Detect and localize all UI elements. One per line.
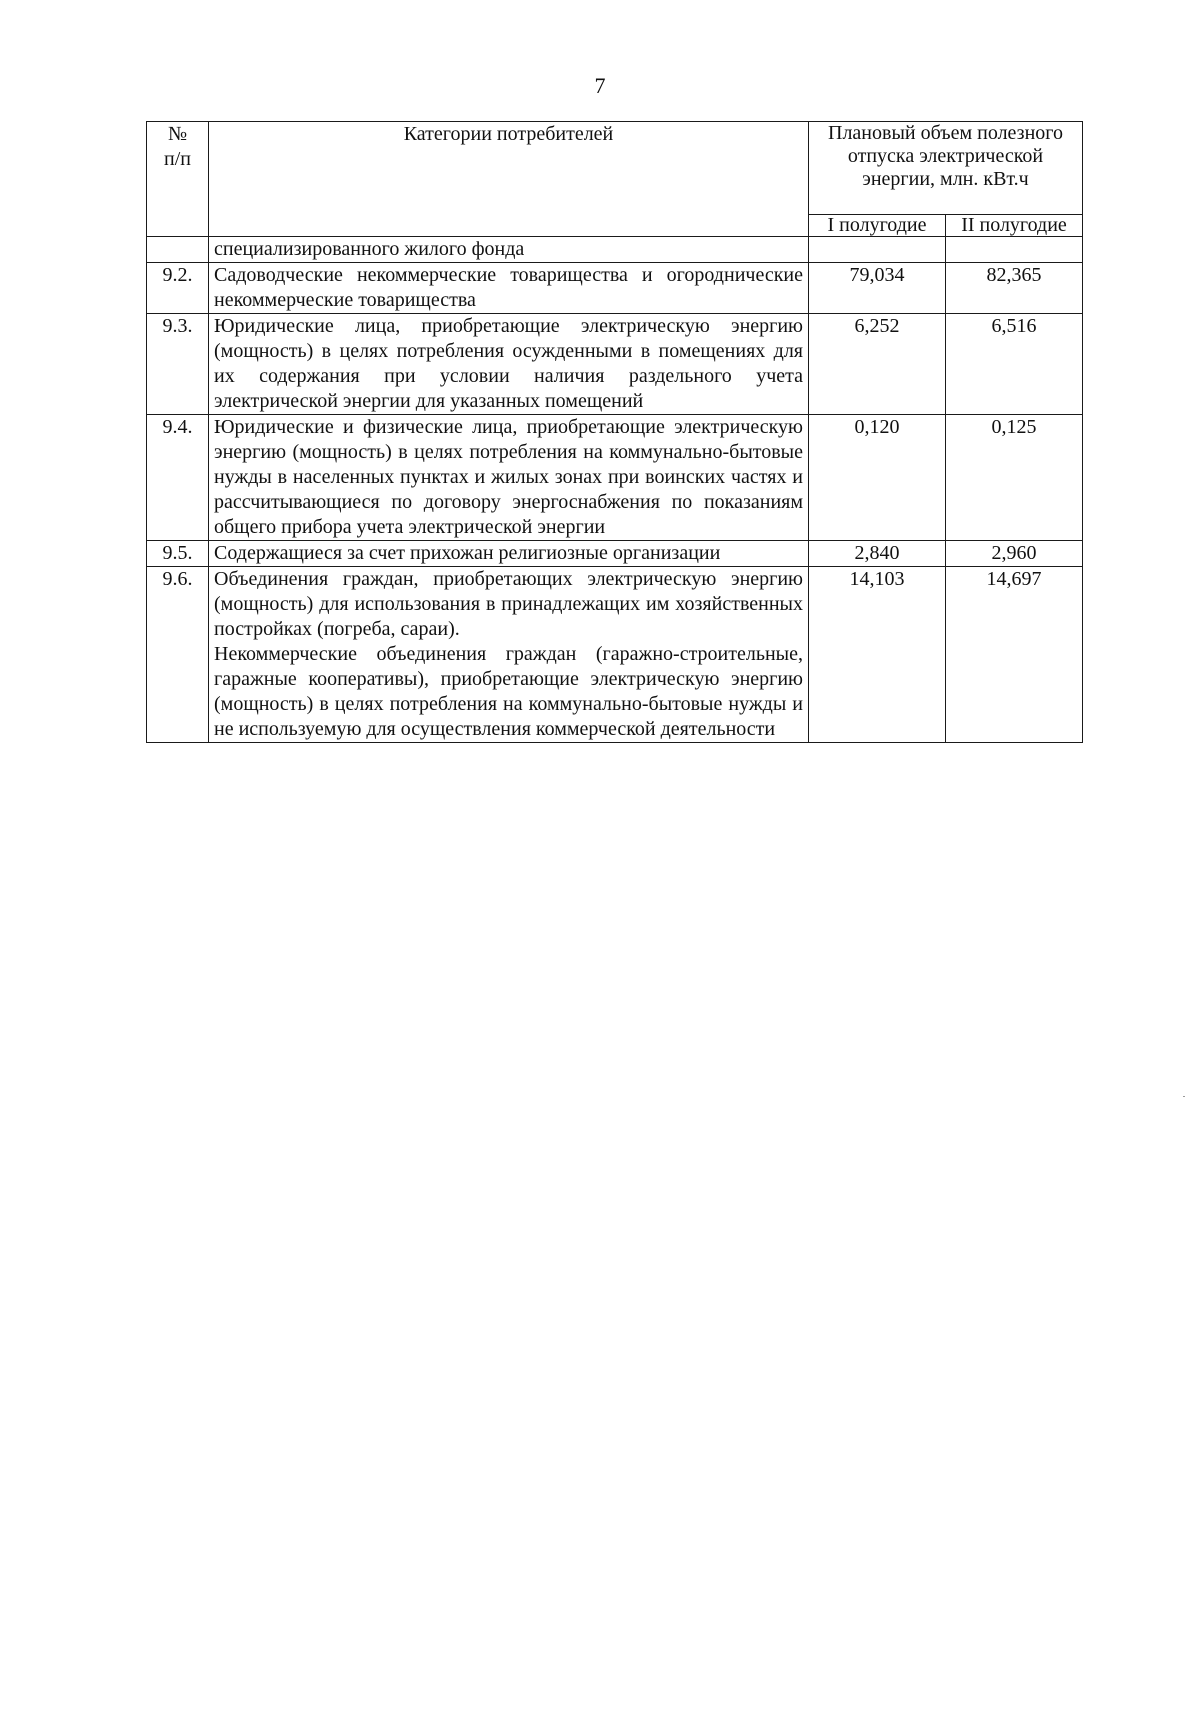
table-row [147,263,1083,314]
first-half-value-cell: 79,034 [809,263,946,314]
row-number-cell: 9.4. [147,415,209,541]
second-half-value-cell: 14,697 [946,567,1083,743]
consumer-category-text: Объединения граждан, приобретающих электрическую энергию (мощность) для использования в принадлежащих им хозяйственных постройках (погреба, сараи). [214,568,803,640]
header-second-half-label: II полугодие [961,214,1067,236]
first-half-value-cell: 14,103 [809,567,946,743]
consumer-category-cell [209,567,809,743]
consumer-category-cell [209,314,809,415]
consumer-category-cell [209,415,809,541]
table-row [147,314,1083,415]
first-half-value-cell: 2,840 [809,541,946,567]
second-half-value-cell: 82,365 [946,263,1083,314]
scan-artifact [1183,1096,1185,1097]
header-row-number [147,122,209,237]
header-first-half-label: I полугодие [827,214,927,236]
table-row [147,415,1083,541]
consumer-category-text: Садоводческие некоммерческие товарищества и огороднические некоммерческие товарищества [214,264,803,311]
row-number-cell: 9.5. [147,541,209,567]
first-half-value-cell [809,237,946,263]
row-number-cell [147,237,209,263]
row-number-cell: 9.3. [147,314,209,415]
header-first-half [809,215,946,237]
second-half-value-cell: 2,960 [946,541,1083,567]
consumer-category-text: Юридические и физические лица, приобретающие электрическую энергию (мощность) в целях потребления на коммунально-бытовые нужды в населенных пунктах и жилых зонах при воинских частях и рассчитывающиеся по договору энергоснабжения по показаниям общего прибора учета электрической энергии [214,416,803,538]
page-number: 7 [594,73,606,98]
consumer-category-text: Содержащиеся за счет прихожан религиозные организации [214,542,721,564]
consumer-volume-table [146,121,1083,743]
consumer-category-text: Некоммерческие объединения граждан (гаражно-строительные, гаражные кооперативы), приобретающие электрическую энергию (мощность) в целях потребления на коммунально-бытовые нужды и не используемую для осуществления коммерческой деятельности [214,643,803,740]
consumer-category-cell [209,541,809,567]
table-body [147,237,1083,743]
table-header [147,122,1083,237]
second-half-value-cell [946,237,1083,263]
consumer-category-text: специализированного жилого фонда [214,238,525,260]
header-consumer-category [209,122,809,237]
first-half-value-cell: 0,120 [809,415,946,541]
table-row [147,237,1083,263]
row-number-cell: 9.2. [147,263,209,314]
second-half-value-cell: 6,516 [946,314,1083,415]
header-planned-volume-label: Плановый объем полезного отпуска электрической энергии, млн. кВт.ч [828,122,1063,190]
table-row [147,567,1083,743]
header-second-half [946,215,1083,237]
table-row [147,541,1083,567]
consumer-category-text: Юридические лица, приобретающие электрическую энергию (мощность) в целях потребления осужденными в помещениях для их содержания при условии наличия раздельного учета электрической энергии для указанных помещений [214,315,803,412]
header-planned-volume [809,122,1083,215]
row-number-cell: 9.6. [147,567,209,743]
second-half-value-cell: 0,125 [946,415,1083,541]
header-row-number-label: № п/п [164,123,191,170]
first-half-value-cell: 6,252 [809,314,946,415]
header-consumer-category-label: Категории потребителей [403,123,614,145]
consumer-category-cell [209,237,809,263]
consumer-category-cell [209,263,809,314]
